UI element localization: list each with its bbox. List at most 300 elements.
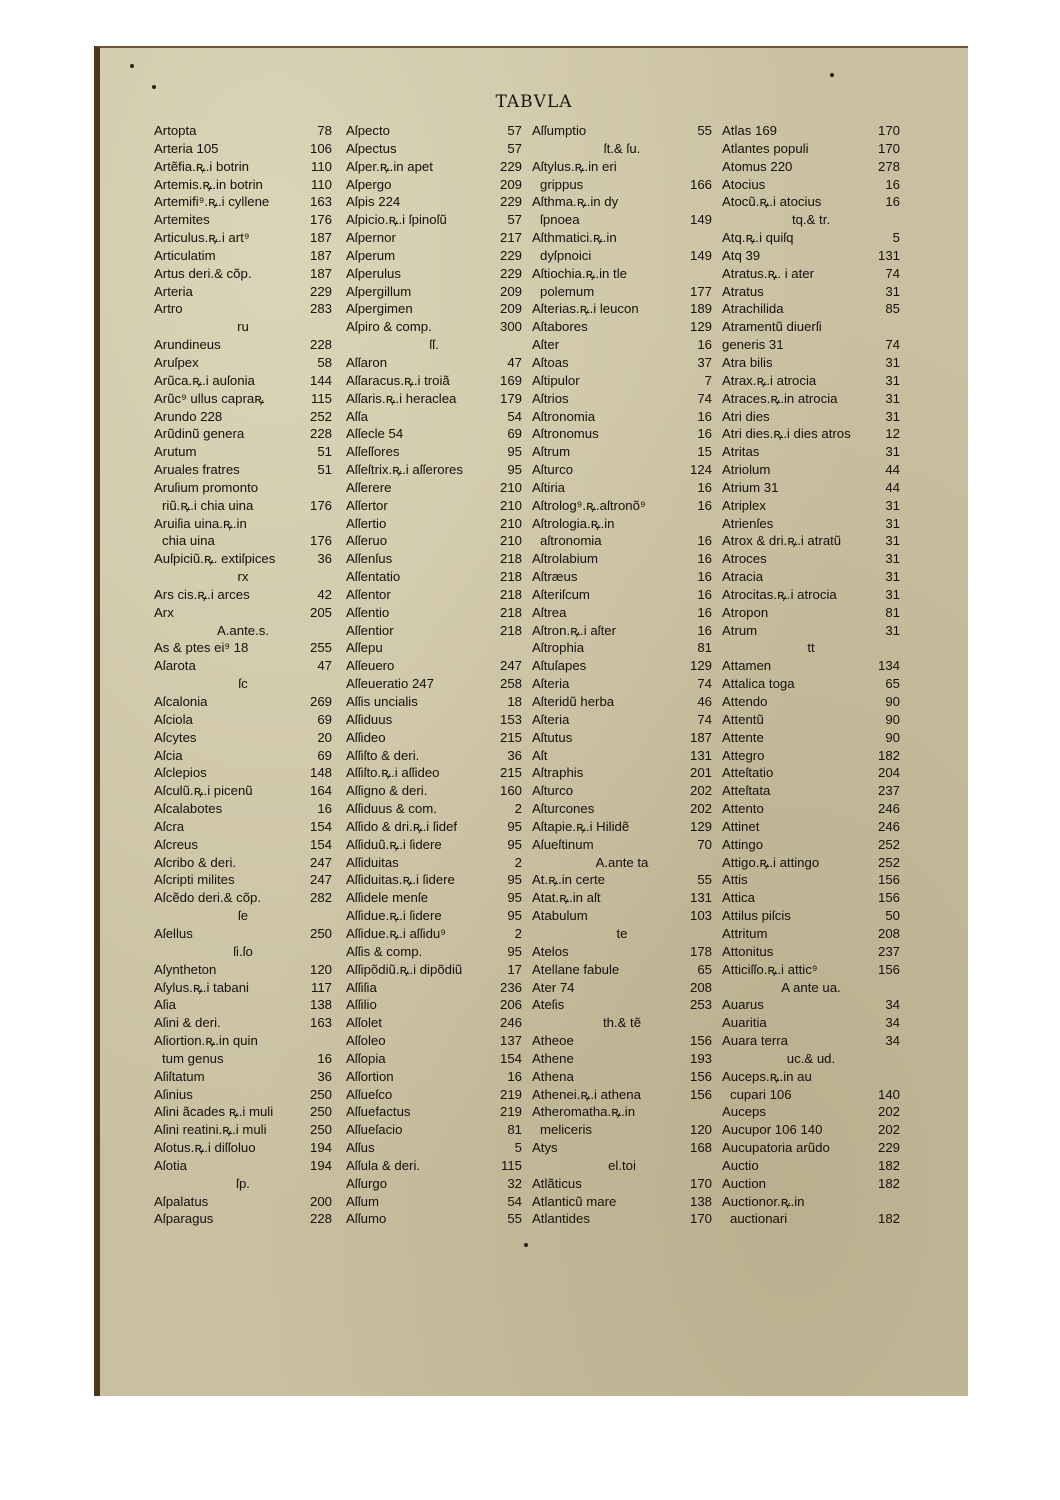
- entry-term: Atticiſſo.ꝶ.i attic⁹: [722, 961, 818, 977]
- entry-page-number: 179: [499, 390, 522, 406]
- entry-page-number: 70: [697, 836, 712, 852]
- index-entry: [346, 283, 522, 301]
- entry-page-number: 208: [689, 979, 712, 995]
- entry-page-number: 194: [309, 1157, 332, 1173]
- index-entry: [346, 300, 522, 318]
- entry-term: dyſpnoici: [540, 247, 592, 263]
- index-entry: [532, 729, 712, 747]
- index-entry: [154, 1193, 332, 1211]
- entry-page-number: 201: [689, 765, 712, 781]
- entry-term: te: [616, 925, 628, 941]
- entry-page-number: 51: [317, 462, 332, 478]
- entry-page-number: 36: [317, 1068, 332, 1084]
- entry-term: Aſotia: [154, 1157, 187, 1173]
- entry-page-number: 95: [507, 818, 522, 834]
- entry-term: Aſſepu: [346, 640, 383, 656]
- index-entry: [532, 622, 712, 640]
- entry-term: polemum: [540, 283, 595, 299]
- entry-term: Aſueſtinum: [532, 836, 594, 852]
- entry-page-number: 90: [885, 711, 900, 727]
- entry-term: Arteria 105: [154, 140, 219, 156]
- entry-page-number: 154: [499, 1050, 522, 1066]
- entry-page-number: 31: [885, 444, 900, 460]
- entry-page-number: 81: [507, 1122, 522, 1138]
- index-entry: [154, 193, 332, 211]
- index-entry: [722, 193, 900, 211]
- entry-term: Auara terra: [722, 1033, 788, 1049]
- entry-term: Attilus piſcis: [722, 908, 791, 924]
- entry-page-number: 164: [309, 783, 332, 799]
- index-entry: [154, 515, 332, 533]
- entry-page-number: 78: [317, 123, 332, 138]
- entry-page-number: 170: [689, 1175, 712, 1191]
- index-entry: [722, 747, 900, 765]
- entry-term: Atroces: [722, 551, 767, 567]
- index-entry: [346, 408, 522, 426]
- section-heading: [532, 1157, 712, 1175]
- index-entry: [154, 265, 332, 283]
- entry-page-number: 16: [697, 337, 712, 353]
- index-entry: [722, 1086, 900, 1104]
- entry-term: meliceris: [540, 1122, 593, 1138]
- index-entry: [532, 515, 712, 533]
- entry-page-number: 16: [697, 569, 712, 585]
- entry-term: Aſſueſacio: [346, 1122, 403, 1138]
- index-entry: [532, 1210, 712, 1228]
- entry-term: Aſturco: [532, 462, 574, 478]
- entry-term: Atrienſes: [722, 515, 774, 531]
- index-entry: [722, 176, 900, 194]
- entry-term: Ars cis.ꝶ.i arces: [154, 586, 250, 602]
- entry-page-number: 200: [309, 1193, 332, 1209]
- section-heading: [154, 907, 332, 925]
- index-entry: [346, 443, 522, 461]
- index-entry: [722, 622, 900, 640]
- entry-term: Aſſidue.ꝶ.i aſſidu⁹: [346, 925, 446, 941]
- section-heading: [722, 639, 900, 657]
- entry-term: Arundineus: [154, 337, 221, 353]
- section-heading: [154, 1175, 332, 1193]
- entry-term: Aſſumo: [346, 1211, 387, 1227]
- entry-page-number: 65: [885, 676, 900, 692]
- entry-term: Aſſigno & deri.: [346, 783, 428, 799]
- entry-term: Aſſiſia: [346, 979, 377, 995]
- section-heading: [532, 1014, 712, 1032]
- entry-term: Aſſiſto.ꝶ.i aſſideo: [346, 765, 440, 781]
- entry-page-number: 31: [885, 551, 900, 567]
- index-entry: [346, 622, 522, 640]
- entry-page-number: 51: [317, 444, 332, 460]
- entry-term: Atelos: [532, 943, 569, 959]
- entry-term: Atritas: [722, 444, 760, 460]
- ink-spot: [152, 85, 156, 89]
- index-entry: [154, 229, 332, 247]
- index-entry: [722, 657, 900, 675]
- index-entry: [532, 586, 712, 604]
- entry-page-number: 55: [697, 872, 712, 888]
- entry-page-number: 95: [507, 943, 522, 959]
- index-entry: [346, 586, 522, 604]
- entry-term: Auarus: [722, 997, 764, 1013]
- entry-page-number: 103: [689, 908, 712, 924]
- index-entry: [154, 283, 332, 301]
- entry-page-number: 110: [310, 176, 332, 192]
- entry-term: Atri dies: [722, 408, 770, 424]
- entry-term: Aſpicio.ꝶ.i ſpinoſũ: [346, 212, 447, 228]
- entry-term: Aſcreus: [154, 836, 198, 852]
- index-entry: [532, 1050, 712, 1068]
- index-entry: [722, 961, 900, 979]
- index-entry: [532, 604, 712, 622]
- index-entry: [154, 747, 332, 765]
- entry-term: Atratus: [722, 283, 764, 299]
- entry-page-number: 31: [885, 622, 900, 638]
- entry-term: Aſſentio: [346, 604, 390, 620]
- entry-term: Atat.ꝶ.in aſt: [532, 890, 601, 906]
- entry-term: Attente: [722, 729, 764, 745]
- index-entry: [346, 604, 522, 622]
- index-entry: [532, 354, 712, 372]
- entry-term: Aſtronomus: [532, 426, 599, 442]
- section-heading: [532, 140, 712, 158]
- entry-page-number: 20: [317, 729, 332, 745]
- entry-page-number: 255: [309, 640, 332, 656]
- entry-page-number: 250: [309, 1104, 332, 1120]
- entry-page-number: 137: [499, 1033, 522, 1049]
- entry-term: Aſſilio: [346, 997, 377, 1013]
- entry-page-number: 90: [885, 694, 900, 709]
- entry-term: Aſperum: [346, 247, 396, 263]
- entry-term: Aſcẽdo deri.& cõp.: [154, 890, 262, 906]
- entry-page-number: 187: [309, 247, 332, 263]
- entry-page-number: 36: [507, 747, 522, 763]
- entry-page-number: 278: [877, 158, 900, 174]
- index-entry: [722, 550, 900, 568]
- index-entry: [722, 711, 900, 729]
- index-entry: [532, 408, 712, 426]
- entry-page-number: 138: [689, 1193, 712, 1209]
- entry-page-number: 117: [310, 979, 332, 995]
- entry-term: Aſſolet: [346, 1015, 382, 1031]
- entry-term: Aſſula & deri.: [346, 1157, 421, 1173]
- entry-term: Attingo: [722, 836, 764, 852]
- entry-term: Aſclepios: [154, 765, 207, 781]
- entry-term: Atq.ꝶ.i quiſq: [722, 230, 794, 246]
- index-entry: [722, 158, 900, 176]
- index-entry: [154, 729, 332, 747]
- index-entry: [346, 1050, 522, 1068]
- entry-term: Arundo 228: [154, 408, 223, 424]
- index-entry: [154, 639, 332, 657]
- entry-page-number: 2: [514, 801, 522, 817]
- entry-page-number: 228: [309, 1211, 332, 1227]
- entry-term: Atlãticus: [532, 1175, 582, 1191]
- entry-page-number: 34: [885, 997, 900, 1013]
- index-entry: [154, 1121, 332, 1139]
- index-entry: [532, 372, 712, 390]
- index-entry: [154, 443, 332, 461]
- entry-page-number: 149: [689, 212, 712, 228]
- entry-page-number: 144: [309, 372, 332, 388]
- section-heading: [154, 675, 332, 693]
- index-entry: [154, 1139, 332, 1157]
- entry-term: Aſtapie.ꝶ.i Hilidẽ: [532, 818, 630, 834]
- index-entry: [346, 176, 522, 194]
- entry-term: Aſſiſto & deri.: [346, 747, 420, 763]
- index-entry: [722, 907, 900, 925]
- entry-page-number: 168: [689, 1140, 712, 1156]
- entry-term: Atra bilis: [722, 354, 773, 370]
- ink-spot: [130, 64, 134, 68]
- entry-term: aſtronomia: [540, 533, 602, 549]
- entry-term: Athena: [532, 1068, 574, 1084]
- entry-page-number: 202: [877, 1122, 900, 1138]
- entry-term: Aſylus.ꝶ.i tabani: [154, 979, 249, 995]
- entry-page-number: 57: [507, 140, 522, 156]
- entry-page-number: 95: [507, 890, 522, 906]
- entry-term: Aſiortion.ꝶ.in quin: [154, 1033, 258, 1049]
- index-entry: [722, 425, 900, 443]
- index-entry: [346, 693, 522, 711]
- entry-page-number: 124: [689, 462, 712, 478]
- index-entry: [346, 943, 522, 961]
- entry-page-number: 187: [309, 265, 332, 281]
- index-entry: [154, 586, 332, 604]
- entry-page-number: 217: [499, 230, 522, 246]
- entry-page-number: 229: [309, 283, 332, 299]
- entry-page-number: 176: [309, 497, 332, 513]
- entry-page-number: 205: [309, 604, 332, 620]
- index-entry: [346, 550, 522, 568]
- entry-term: Aſſerere: [346, 479, 392, 495]
- entry-term: Attamen: [722, 658, 772, 674]
- index-entry: [722, 336, 900, 354]
- entry-term: Aſinius: [154, 1086, 193, 1102]
- entry-page-number: 31: [885, 497, 900, 513]
- entry-page-number: 16: [697, 479, 712, 495]
- entry-page-number: 176: [309, 533, 332, 549]
- ink-spot: [830, 73, 834, 77]
- entry-term: Aſtuſapes: [532, 658, 587, 674]
- entry-page-number: 58: [317, 354, 332, 370]
- index-entry: [346, 889, 522, 907]
- entry-term: Aſſueſco: [346, 1086, 393, 1102]
- entry-page-number: 156: [877, 961, 900, 977]
- index-entry: [154, 354, 332, 372]
- index-entry: [154, 158, 332, 176]
- entry-term: Atq 39: [722, 247, 761, 263]
- entry-page-number: 177: [689, 283, 712, 299]
- entry-page-number: 283: [309, 301, 332, 317]
- index-entry: [154, 1086, 332, 1104]
- entry-term: Aſſumptio: [532, 123, 587, 138]
- entry-term: riũ.ꝶ.i chia uina: [162, 497, 254, 513]
- entry-term: Arteria: [154, 283, 193, 299]
- entry-term: Aſſipõdiũ.ꝶ.i dipõdiũ: [346, 961, 463, 977]
- index-entry: [346, 532, 522, 550]
- entry-page-number: 2: [514, 925, 522, 941]
- index-entry: [722, 283, 900, 301]
- entry-page-number: 120: [309, 961, 332, 977]
- index-entry: [532, 1068, 712, 1086]
- entry-term: Attento: [722, 801, 764, 817]
- page-header: TABVLA: [495, 92, 573, 112]
- index-entry: [154, 979, 332, 997]
- entry-term: Atratus.ꝶ. i ater: [722, 265, 815, 281]
- entry-page-number: 215: [499, 729, 522, 745]
- entry-term: grippus: [540, 176, 584, 192]
- entry-term: Atrocitas.ꝶ.i atrocia: [722, 586, 837, 602]
- entry-term: auctionari: [730, 1211, 788, 1227]
- index-entry: [346, 1139, 522, 1157]
- entry-term: Attentũ: [722, 711, 764, 727]
- index-entry: [722, 729, 900, 747]
- index-entry: [532, 800, 712, 818]
- entry-term: tt: [807, 640, 815, 656]
- index-entry: [532, 764, 712, 782]
- entry-page-number: 218: [499, 604, 522, 620]
- entry-term: Atlantides: [532, 1211, 590, 1227]
- entry-term: Aſtronomia: [532, 408, 596, 424]
- entry-page-number: 218: [499, 586, 522, 602]
- entry-page-number: 95: [507, 836, 522, 852]
- section-heading: [722, 211, 900, 229]
- index-entry: [346, 372, 522, 390]
- section-heading: [532, 854, 712, 872]
- entry-page-number: 202: [689, 783, 712, 799]
- index-entry: [532, 693, 712, 711]
- entry-page-number: 16: [697, 533, 712, 549]
- entry-term: Auctionor.ꝶ.in: [722, 1193, 805, 1209]
- entry-term: Ater 74: [532, 979, 575, 995]
- entry-term: Aruales fratres: [154, 462, 240, 478]
- entry-page-number: 229: [499, 247, 522, 263]
- entry-page-number: 95: [507, 462, 522, 478]
- entry-term: Aſtrios: [532, 390, 569, 406]
- entry-term: Aſſaracus.ꝶ.i troiã: [346, 372, 450, 388]
- entry-page-number: 210: [499, 479, 522, 495]
- index-entry: [346, 390, 522, 408]
- index-entry: [722, 140, 900, 158]
- index-entry: [722, 497, 900, 515]
- entry-term: Aſſaris.ꝶ.i heraclea: [346, 390, 457, 406]
- entry-term: Aſter: [532, 337, 560, 353]
- entry-term: Aſiſtatum: [154, 1068, 205, 1084]
- entry-term: Aucupor 106 140: [722, 1122, 823, 1138]
- index-entry: [154, 996, 332, 1014]
- index-entry: [346, 1157, 522, 1175]
- entry-page-number: 12: [885, 426, 900, 442]
- entry-page-number: 218: [499, 551, 522, 567]
- entry-term: Arũc⁹ ullus capraꝶ: [154, 390, 265, 406]
- entry-term: Atrox & dri.ꝶ.i atratũ: [722, 533, 842, 549]
- index-entry: [346, 229, 522, 247]
- entry-term: Aſſiduus & com.: [346, 801, 437, 817]
- index-entry: [346, 657, 522, 675]
- index-entry: [154, 532, 332, 550]
- entry-term: Aſſenſus: [346, 551, 393, 567]
- entry-page-number: 106: [309, 140, 332, 156]
- entry-page-number: 140: [877, 1086, 900, 1102]
- index-entry: [346, 871, 522, 889]
- index-entry: [154, 176, 332, 194]
- entry-term: Auceps.ꝶ.in au: [722, 1068, 812, 1084]
- entry-term: Aſotus.ꝶ.i diſſoluo: [154, 1140, 256, 1156]
- section-heading: [154, 318, 332, 336]
- entry-term: Aſſertor: [346, 497, 388, 513]
- entry-term: Aſpergimen: [346, 301, 413, 317]
- index-entry: [346, 854, 522, 872]
- entry-term: ſt.& ſu.: [603, 140, 641, 156]
- entry-page-number: 31: [885, 283, 900, 299]
- entry-term: Artemis.ꝶ.in botrin: [154, 176, 263, 192]
- entry-term: Aſtrum: [532, 444, 571, 460]
- entry-term: Atteſtatio: [722, 765, 774, 781]
- entry-term: Atheoe: [532, 1033, 574, 1049]
- index-entry: [154, 1032, 332, 1050]
- index-entry: [346, 158, 522, 176]
- index-entry: [346, 961, 522, 979]
- entry-term: Aſſis uncialis: [346, 694, 418, 709]
- entry-page-number: 115: [500, 1157, 522, 1173]
- entry-term: Aſteridũ herba: [532, 694, 615, 709]
- entry-term: Auaritia: [722, 1015, 767, 1031]
- entry-term: Aſtraphis: [532, 765, 584, 781]
- entry-term: Artemifi⁹.ꝶ.i cyllene: [154, 194, 270, 210]
- entry-term: Aſſentior: [346, 622, 394, 638]
- entry-page-number: 16: [697, 426, 712, 442]
- entry-page-number: 131: [689, 747, 712, 763]
- index-entry: [346, 1121, 522, 1139]
- entry-term: Aſturcones: [532, 801, 595, 817]
- entry-term: uc.& ud.: [786, 1050, 836, 1066]
- index-entry: [722, 532, 900, 550]
- entry-term: Aſia: [154, 997, 176, 1013]
- entry-page-number: 31: [885, 390, 900, 406]
- index-entry: [154, 461, 332, 479]
- entry-page-number: 156: [689, 1068, 712, 1084]
- entry-term: Aſcripti milites: [154, 872, 235, 888]
- entry-page-number: 47: [507, 354, 522, 370]
- index-entry: [346, 193, 522, 211]
- entry-term: Aſt: [532, 747, 548, 763]
- entry-term: Aſthma.ꝶ.in dy: [532, 194, 619, 210]
- index-entry: [722, 1139, 900, 1157]
- entry-page-number: 229: [499, 158, 522, 174]
- entry-term: Aſtipulor: [532, 372, 580, 388]
- index-entry: [346, 265, 522, 283]
- entry-term: Artopta: [154, 123, 197, 138]
- entry-page-number: 46: [697, 694, 712, 709]
- entry-term: Aſellus: [154, 925, 193, 941]
- entry-page-number: 163: [309, 1015, 332, 1031]
- index-entry: [532, 390, 712, 408]
- entry-term: Arx: [154, 604, 174, 620]
- entry-page-number: 15: [697, 444, 712, 460]
- entry-term: Aſpectus: [346, 140, 397, 156]
- entry-page-number: 31: [885, 354, 900, 370]
- entry-term: Aſſaron: [346, 354, 388, 370]
- section-heading: [532, 925, 712, 943]
- index-entry: [532, 1086, 712, 1104]
- index-entry: [346, 1193, 522, 1211]
- entry-term: Aſthmatici.ꝶ.in: [532, 230, 617, 246]
- entry-page-number: 57: [507, 123, 522, 138]
- index-entry: [722, 586, 900, 604]
- entry-term: Aſtrolabium: [532, 551, 598, 567]
- index-entry: [722, 408, 900, 426]
- index-entry: [722, 229, 900, 247]
